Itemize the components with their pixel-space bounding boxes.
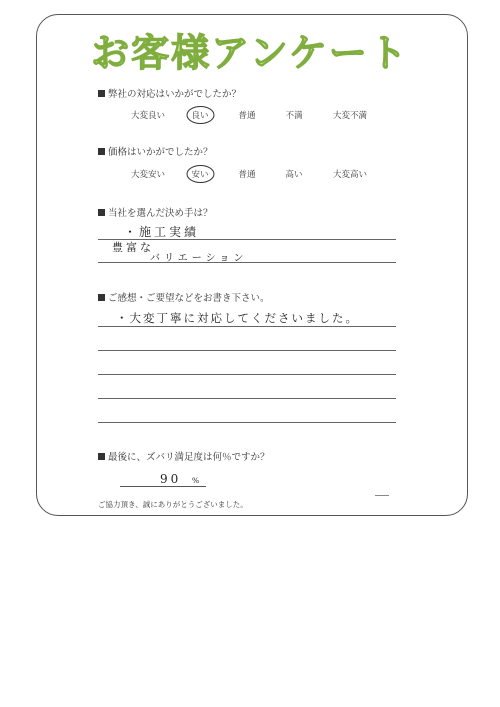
selected-circle-mark xyxy=(186,165,214,183)
answer-line xyxy=(98,262,396,263)
q2-option-very-expensive[interactable]: 大変高い xyxy=(332,170,368,180)
question-2 xyxy=(98,144,213,158)
question-3-label: 当社を選んだ決め手は？ xyxy=(108,208,213,219)
q2-option-very-cheap[interactable]: 大変安い xyxy=(130,170,166,180)
survey-title: お客様アンケート xyxy=(91,31,409,75)
question-3 xyxy=(98,205,213,219)
answer-line xyxy=(98,350,396,351)
answer-line xyxy=(98,239,396,240)
satisfaction-line xyxy=(120,486,206,487)
q3-answer-line-2: 豊富な xyxy=(112,241,154,254)
selected-circle-mark xyxy=(186,106,214,124)
corner-mark xyxy=(375,495,389,496)
q1-option-unsatisfied[interactable]: 不満 xyxy=(285,111,303,121)
square-bullet-icon xyxy=(98,453,105,460)
question-1-label: 弊社の対応はいかがでしたか？ xyxy=(108,89,242,100)
question-2-label: 価格はいかがでしたか？ xyxy=(108,147,213,158)
answer-line xyxy=(98,422,396,423)
question-5-label: 最後に、ズバリ満足度は何％ですか？ xyxy=(108,452,270,463)
q1-option-very-unsatisfied[interactable]: 大変不満 xyxy=(332,111,368,121)
question-1 xyxy=(98,86,241,100)
q2-option-normal[interactable]: 普通 xyxy=(238,170,256,180)
answer-line xyxy=(98,326,396,327)
q1-option-good[interactable]: 良い xyxy=(191,109,208,121)
square-bullet-icon xyxy=(98,90,105,97)
q2-option-expensive[interactable]: 高い xyxy=(285,170,303,180)
q3-answer-line-3: バリエーション xyxy=(150,253,248,264)
question-4 xyxy=(98,290,270,304)
q4-answer: ・大変丁寧に対応してくださいました。 xyxy=(116,311,359,325)
q2-option-cheap[interactable]: 安い xyxy=(191,168,208,180)
question-5 xyxy=(98,449,270,463)
square-bullet-icon xyxy=(98,148,105,155)
answer-line xyxy=(98,398,396,399)
thanks-message: ご協力頂き、誠にありがとうございました。 xyxy=(98,500,248,509)
square-bullet-icon xyxy=(98,294,105,301)
satisfaction-value: 90 xyxy=(160,472,182,486)
q3-answer-line-1: ・施工実績 xyxy=(124,225,200,239)
question-4-label: ご感想・ご要望などをお書き下さい。 xyxy=(108,293,270,304)
square-bullet-icon xyxy=(98,209,105,216)
q1-option-very-good[interactable]: 大変良い xyxy=(130,111,166,121)
q1-option-normal[interactable]: 普通 xyxy=(238,111,256,121)
satisfaction-unit: % xyxy=(192,476,200,485)
answer-line xyxy=(98,374,396,375)
